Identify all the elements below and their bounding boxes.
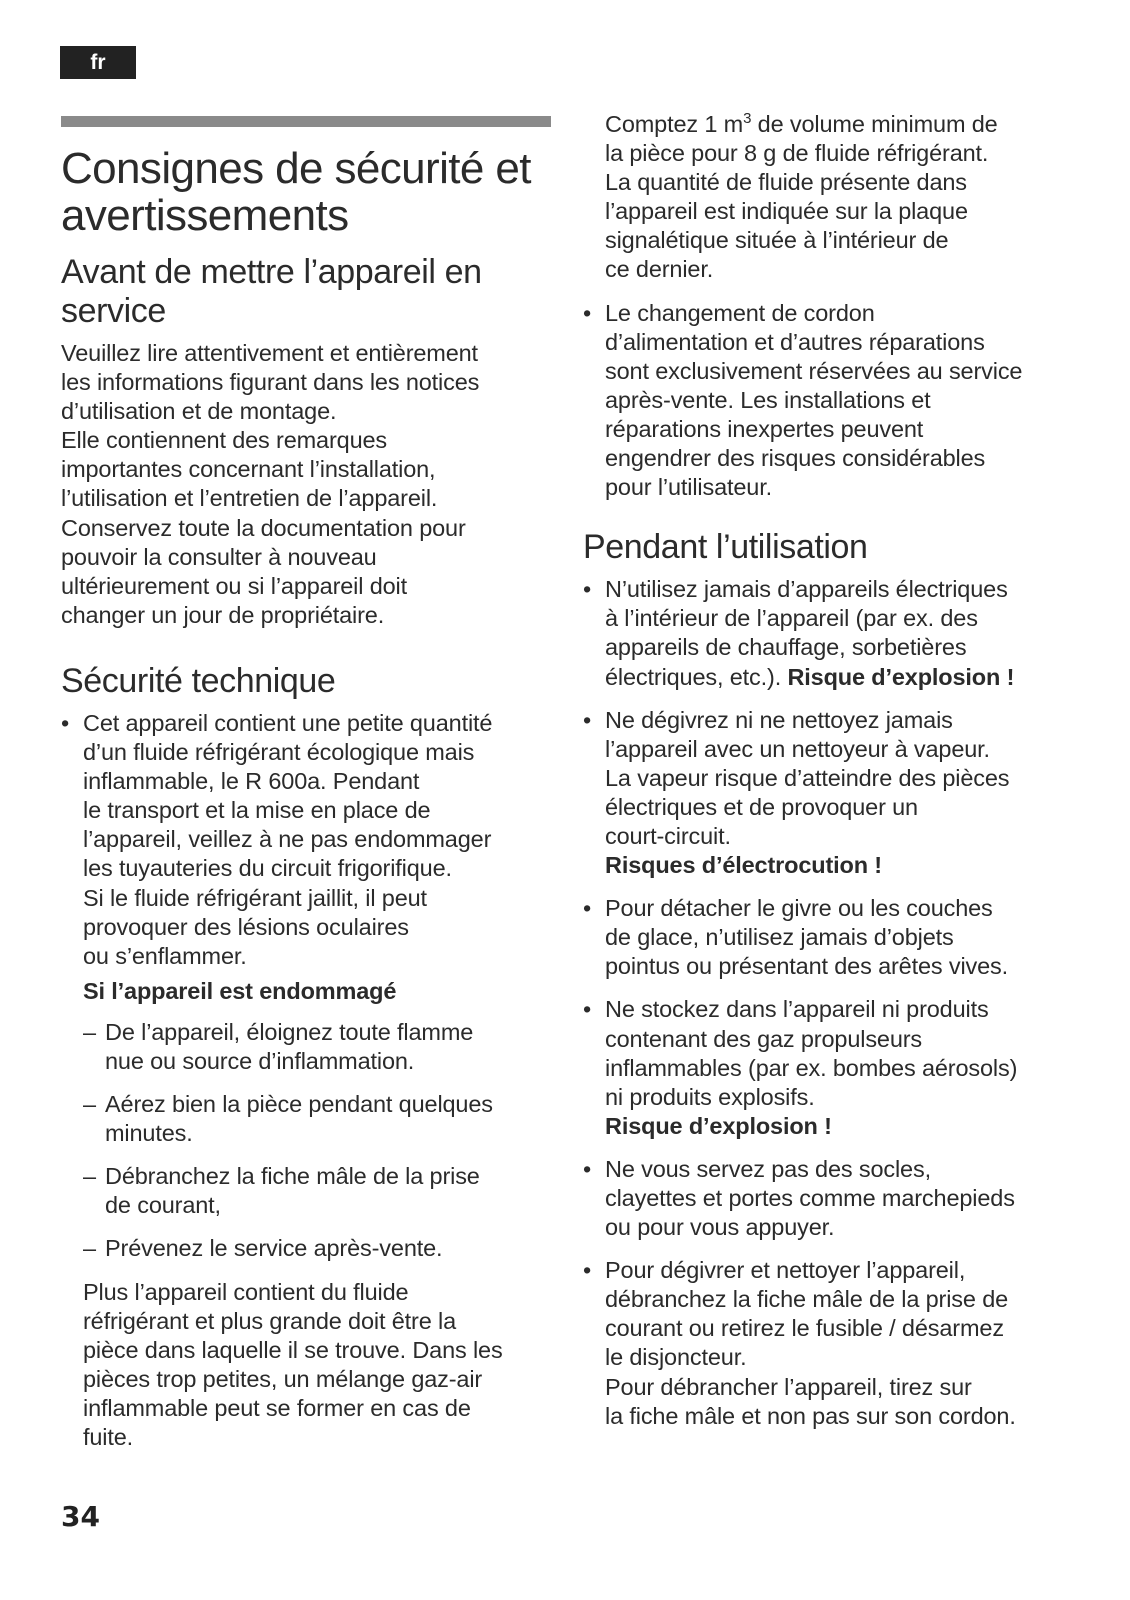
usage-bullets xyxy=(583,575,1073,1431)
sharp-objects-bullet: • Pour détacher le givre ou les couches de glace, n’utilisez jamais d’objets pointus ou présentant des arêtes vives. xyxy=(583,894,1073,981)
no-climbing-bullet: • Ne vous servez pas des socles, clayettes et portes comme marchepieds ou pour vous appuyer. xyxy=(583,1155,1073,1242)
repair-bullets xyxy=(583,299,1073,503)
heading-technical-safety: Sécurité technique xyxy=(61,661,336,700)
technical-bullets xyxy=(61,709,551,971)
volume-paragraph: Comptez 1 $m^3$ de volume minimum de la pièce pour 8 g de fluide réfrigérant. La quantité de fluide présente dans l’appareil est indiquée sur la plaque signalétique située à l’intérieur de ce dernier. xyxy=(605,110,998,283)
damaged-steps xyxy=(83,1018,551,1264)
step-flame: – De l’appareil, éloignez toute flamme nue ou source d’inflammation. xyxy=(83,1018,551,1076)
steam-cleaner-bullet: • Ne dégivrez ni ne nettoyez jamais l’appareil avec un nettoyeur à vapeur. La vapeur risque d’atteindre des pièces électriques et de provoquer un court-circuit. Risques d’électrocution ! xyxy=(583,706,1073,881)
superscript-3: 3 xyxy=(743,110,752,128)
intro-paragraph: Veuillez lire attentivement et entièrement les informations figurant dans les notices d’utilisation et de montage. Elle contiennent des remarques importantes concernant l’installation, l’utilisation et l’entretien de l’appareil. Conservez toute la documentation pour pouvoir la consulter à nouveau ultérieurement ou si l’appareil doit changer un jour de propriétaire. xyxy=(61,340,480,628)
heading-before-service: Avant de mettre l’appareil en service xyxy=(61,253,482,330)
page-number: 34 xyxy=(61,1500,100,1533)
right-column xyxy=(583,110,1073,1445)
defrost-unplug-bullet: • Pour dégivrer et nettoyer l’appareil, débranchez la fiche mâle de la prise de courant ou retirez le fusible / désarmez le disjoncteur. Pour débrancher l’appareil, tirez sur la fiche mâle et non pas sur son cordon. xyxy=(583,1256,1073,1431)
damaged-subheading: Si l’appareil est endommagé xyxy=(83,977,397,1004)
left-column xyxy=(61,116,551,1452)
flammable-storage-bullet: • Ne stockez dans l’appareil ni produits contenant des gaz propulseurs inflammables (par ex. bombes aérosols) ni produits explosifs. Risque d’explosion ! xyxy=(583,995,1073,1140)
step-ventilate: – Aérez bien la pièce pendant quelques minutes. xyxy=(83,1090,551,1148)
cord-repair-bullet: • Le changement de cordon d’alimentation et d’autres réparations sont exclusivement réservées au service après-vente. Les installations et réparations inexpertes peuvent engendrer des risques considérables pour l’utilisateur. xyxy=(583,299,1073,503)
refrigerant-bullet: • Cet appareil contient une petite quantité d’un fluide réfrigérant écologique mais inflammable, le R 600a. Pendant le transport et la mise en place de l’appareil, veillez à ne pas endommager les tuyauteries du circuit frigorifique. Si le fluide réfrigérant jaillit, il peut provoquer des lésions oculaires ou s’enflammer. xyxy=(61,709,551,971)
language-tag: fr xyxy=(60,46,136,79)
heading-during-use: Pendant l’utilisation xyxy=(583,528,868,567)
page-title: Consignes de sécurité et avertissements xyxy=(61,144,531,240)
room-size-paragraph: Plus l’appareil contient du fluide réfrigérant et plus grande doit être la pièce dans laquelle il se trouve. Dans les pièces trop petites, un mélange gaz-air inflammable peut se former en cas de fuite. xyxy=(83,1278,503,1450)
step-unplug: – Débranchez la fiche mâle de la prise de courant, xyxy=(83,1162,551,1220)
section-rule xyxy=(61,116,551,127)
electric-devices-bullet: • N’utilisez jamais d’appareils électriques à l’intérieur de l’appareil (par ex. des appareils de chauffage, sorbetières électriques, etc.). Risque d’explosion ! xyxy=(583,575,1073,691)
step-service: – Prévenez le service après-vente. xyxy=(83,1234,551,1263)
